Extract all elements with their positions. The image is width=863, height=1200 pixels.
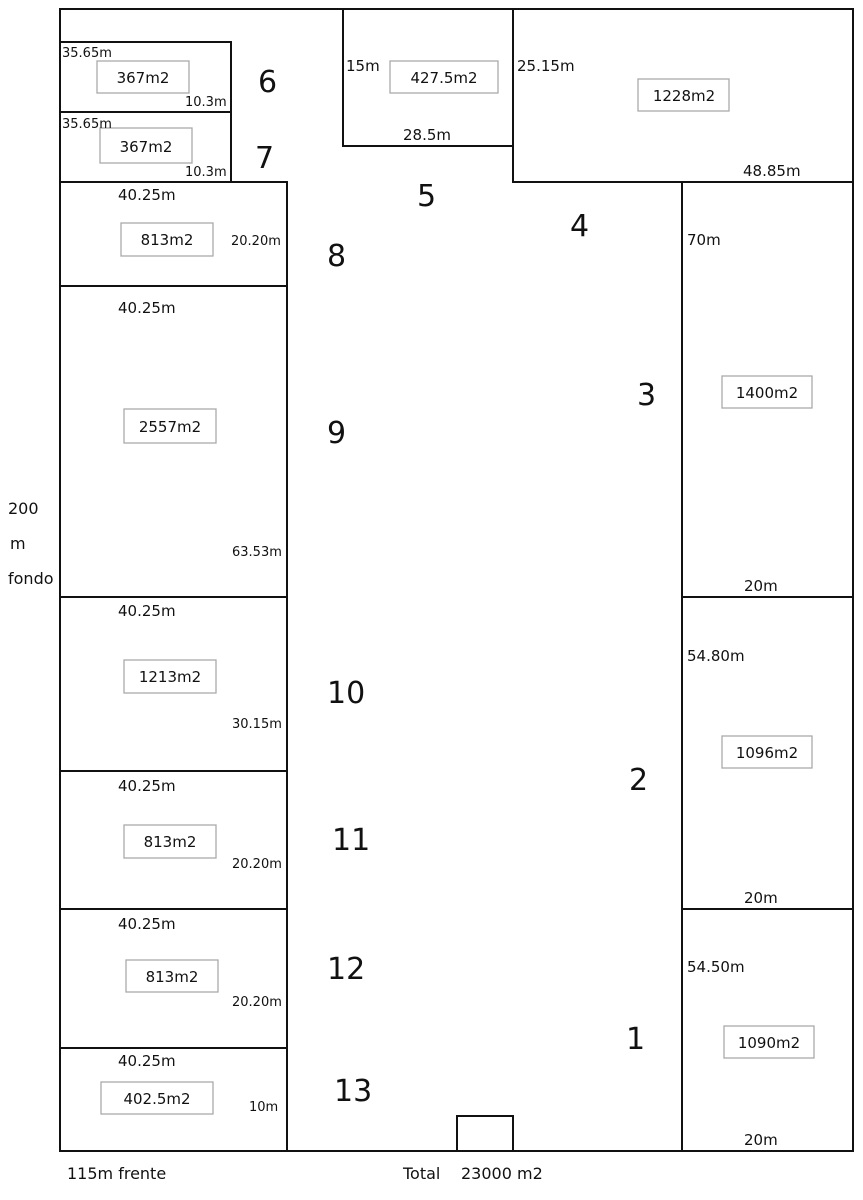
lot-9-depth: 63.53m <box>232 545 282 560</box>
lot-11-depth: 20.20m <box>232 857 282 872</box>
lot-9-number: 9 <box>327 416 347 451</box>
lot-12-width: 40.25m <box>118 915 176 933</box>
lot-13-area: 402.5m2 <box>123 1090 191 1108</box>
depth-label-value: 200 <box>8 499 39 518</box>
lot-5-width: 28.5m <box>403 126 452 144</box>
lot-3-number: 3 <box>637 378 657 413</box>
lot-1-width: 20m <box>744 1131 778 1149</box>
lot-11-area: 813m2 <box>143 833 197 851</box>
lot-5-depth: 15m <box>346 57 380 75</box>
total-value: 23000 m2 <box>461 1164 543 1183</box>
lot-10-depth: 30.15m <box>232 717 282 732</box>
lot-4-number: 4 <box>570 209 590 244</box>
lot-10-width: 40.25m <box>118 602 176 620</box>
lot-7-number: 7 <box>255 141 275 176</box>
lot-1-depth: 54.50m <box>687 958 745 976</box>
lot-3-area: 1400m2 <box>735 384 799 402</box>
lot-4-width: 48.85m <box>743 162 801 180</box>
lot-3-width: 20m <box>744 577 778 595</box>
lot-7-depth: 10.3m <box>185 165 227 180</box>
lot-7-area: 367m2 <box>119 138 173 156</box>
lot-12-area: 813m2 <box>145 968 199 986</box>
lot-8-depth: 20.20m <box>231 234 281 249</box>
lot-12-number: 12 <box>327 952 366 987</box>
lot-4-depth: 25.15m <box>517 57 575 75</box>
lot-13-width: 40.25m <box>118 1052 176 1070</box>
lot-11-number: 11 <box>332 823 371 858</box>
lot-7-width: 35.65m <box>62 117 112 132</box>
lot-2-number: 2 <box>629 763 649 798</box>
front-label: 115m frente <box>67 1164 167 1183</box>
lot-1-area: 1090m2 <box>737 1034 801 1052</box>
lot-11-width: 40.25m <box>118 777 176 795</box>
lot-8-number: 8 <box>327 239 347 274</box>
lot-6-width: 35.65m <box>62 46 112 61</box>
lot-9-width: 40.25m <box>118 299 176 317</box>
lot-5-number: 5 <box>417 179 437 214</box>
lot-2-width: 20m <box>744 889 778 907</box>
lot-6-area: 367m2 <box>116 69 170 87</box>
lot-10-area: 1213m2 <box>138 668 202 686</box>
lot-12-depth: 20.20m <box>232 995 282 1010</box>
lot-13-number: 13 <box>334 1074 373 1109</box>
depth-label-word: fondo <box>8 569 54 588</box>
total-label: Total <box>403 1164 441 1183</box>
lot-8-width: 40.25m <box>118 186 176 204</box>
lot-1-number: 1 <box>626 1022 646 1057</box>
lot-4-area: 1228m2 <box>652 87 716 105</box>
lot-6-number: 6 <box>258 65 278 100</box>
lot-3-depth: 70m <box>687 231 721 249</box>
lot-2-depth: 54.80m <box>687 647 745 665</box>
lot-2-area: 1096m2 <box>735 744 799 762</box>
lot-13-depth: 10m <box>249 1100 279 1115</box>
lot-10-number: 10 <box>327 676 366 711</box>
depth-label-unit: m <box>10 534 26 553</box>
lot-8-area: 813m2 <box>140 231 194 249</box>
entrance-gate <box>457 1116 513 1151</box>
lot-5-area: 427.5m2 <box>410 69 478 87</box>
lot-6-depth: 10.3m <box>185 95 227 110</box>
lot-9-area: 2557m2 <box>138 418 202 436</box>
